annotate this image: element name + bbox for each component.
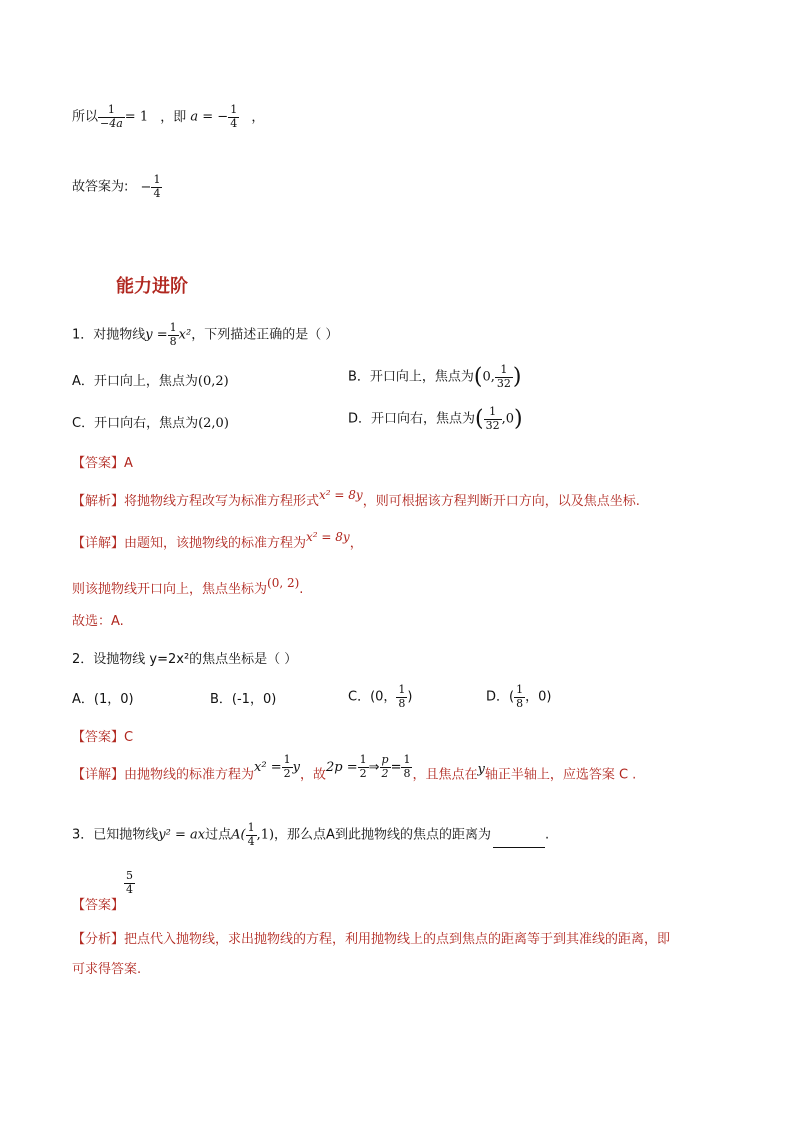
q3-analysis-line-1 [72, 928, 670, 947]
q3-answer-label: 【答案】 [72, 897, 125, 913]
q1-answer-label: 【答案】 [72, 456, 125, 471]
q1-detail-line-2 [72, 578, 303, 597]
q1-option-d: D．开口向右，焦点为( $\frac{1}{32}$ ,0) [348, 405, 523, 432]
q1-eq-fraction: $\frac{1}{8}$ [169, 321, 177, 348]
q2-detail-text4: 轴正半轴上，应选答案 C . [484, 767, 637, 783]
q2-option-b: B．(-1，0) [210, 692, 277, 707]
q1-detail-eq: x² = 8y [306, 530, 350, 544]
q2-detail-text2: ，故 [299, 767, 326, 783]
q1-eq-rhs: x² [178, 327, 192, 343]
q2-eq1: x² = $\frac{1}{2}$ y [254, 753, 300, 780]
q3-eq1: y² = ax [158, 827, 206, 843]
q1-option-d-fraction: $\frac{1}{32}$ [485, 405, 500, 432]
q1-analysis-text: 将抛物线方程改写为标准方程形式 [124, 494, 320, 509]
intro-mid: ，即 [160, 109, 187, 125]
q1-suffix: ，下列描述正确的是（ ） [191, 327, 339, 343]
q2-detail-label: 【详解】 [72, 767, 125, 783]
q2-option-c: C．(0， $\frac{1}{8}$ ) [348, 683, 413, 710]
q1-analysis-text2: ，则可根据该方程判断开口方向，以及焦点坐标. [362, 494, 640, 509]
q1-analysis-label: 【解析】 [72, 494, 125, 509]
q1-option-d-post: ,0 [501, 411, 515, 427]
final-answer-label: 故答案为: [72, 179, 129, 195]
q1-detail-label: 【详解】 [72, 536, 125, 551]
q1-option-c-value: (2,0) [198, 416, 229, 431]
q1-line2-end: . [299, 582, 304, 597]
q3-analysis-line-2: 可求得答案. [72, 962, 142, 977]
q1-eq-lhs: y = [145, 327, 168, 343]
q1-detail-end: ， [349, 536, 363, 551]
q1-detail [72, 532, 363, 551]
q1-detail-text: 由题知，该抛物线的标准方程为 [124, 536, 307, 551]
q2-answer [72, 726, 133, 745]
q3-point-rhs: ,1) [256, 827, 275, 843]
q1-analysis-eq: x² = 8y [319, 488, 363, 502]
q1-choose: 故选：A. [72, 614, 124, 629]
q2-detail [72, 753, 637, 788]
q1-option-b-fraction: $\frac{1}{32}$ [496, 363, 511, 390]
q2-option-d: D．( $\frac{1}{8}$ ，0) [486, 683, 552, 710]
minus-sign: − [140, 179, 152, 195]
section-title: 能力进阶 [116, 276, 188, 297]
fraction-1-over-4: $\frac{1}{4}$ [230, 103, 238, 130]
q1-option-b: B．开口向上，焦点为(0, $\frac{1}{32}$ ) [348, 363, 522, 390]
q1-stem [72, 322, 338, 348]
q2-answer-value: C [124, 730, 134, 745]
q2-answer-label: 【答案】 [72, 730, 125, 745]
q2-eq3: y [477, 761, 485, 777]
a-equals: a = − [190, 109, 229, 125]
q3-answer-fraction: $\frac{5}{4}$ [126, 869, 134, 896]
q1-line2-value: (0, 2) [267, 576, 300, 590]
q1-option-b-pre: 0, [482, 369, 495, 385]
equals-one: = 1 [124, 109, 149, 125]
q3-answer [72, 869, 135, 913]
q1-option-d-text: D．开口向右，焦点为 [348, 411, 476, 427]
q1-option-a [72, 370, 229, 389]
intro-line-2 [72, 174, 162, 200]
q1-option-c-text: C．开口向右，焦点为 [72, 416, 199, 431]
q3-stem1: 3．已知抛物线 [72, 827, 159, 843]
q1-option-a-value: (0,2) [197, 374, 229, 389]
answer-blank [493, 847, 545, 848]
q1-option-c [72, 412, 229, 431]
q3-stem [72, 822, 549, 848]
q1-answer-value: A [124, 456, 133, 471]
answer-fraction: $\frac{1}{4}$ [153, 173, 161, 200]
fraction-1-over-neg4a: $\frac{1}{-4a}$ [100, 103, 123, 130]
q3-point-lhs: A( [231, 827, 246, 843]
q1-option-a-text: A．开口向上，焦点为 [72, 374, 198, 389]
intro-line-1 [72, 104, 264, 130]
q1-line2-text: 则该抛物线开口向上，焦点坐标为 [72, 582, 268, 597]
q2-detail-text3: ，且焦点在 [412, 767, 478, 783]
q2-eq2: 2p = $\frac{1}{2}$ ⇒ $\frac{p}{2}$ = $\frac{1}{8}$ [325, 753, 411, 780]
q2-detail-text1: 由抛物线的标准方程为 [124, 767, 255, 783]
q1-analysis [72, 490, 640, 509]
q3-stem-end: . [544, 827, 550, 843]
q1-prefix: 1．对抛物线 [72, 327, 146, 343]
q3-stem3: ，那么点A到此抛物线的焦点的距离为 [274, 827, 491, 843]
q2-stem: 2．设抛物线 y=2x²的焦点坐标是（ ） [72, 652, 298, 667]
q2-option-a: A．(1，0) [72, 692, 134, 707]
q1-option-b-text: B．开口向上，焦点为 [348, 369, 474, 385]
q3-stem2: 过点 [205, 827, 232, 843]
q3-point-fraction: $\frac{1}{4}$ [247, 821, 255, 848]
intro-end: ， [251, 109, 265, 125]
q1-answer [72, 452, 133, 471]
q3-analysis-text-1: 把点代入抛物线，求出抛物线的方程，利用抛物线上的点到焦点的距离等于到其准线的距离，即 [124, 932, 671, 947]
intro-prefix: 所以 [72, 109, 99, 125]
q3-analysis-label: 【分析】 [72, 932, 125, 947]
